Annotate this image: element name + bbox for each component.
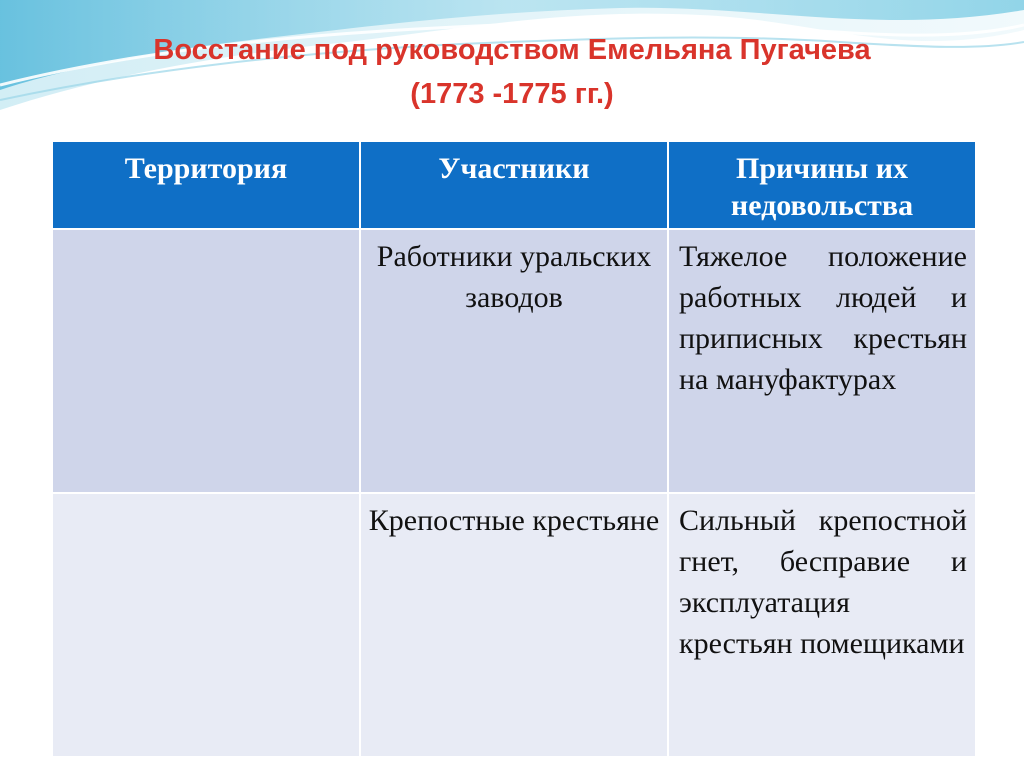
cell-participants: Крепостные крестьяне: [360, 493, 668, 757]
table-row: [52, 229, 976, 493]
slide-title-line1: Восстание под руководством Емельяна Пугачева: [153, 34, 871, 66]
cell-reasons: Сильный крепостной гнет, бесправие и эксплуатация крестьян помещиками: [668, 493, 976, 757]
header-reasons: Причины их недовольства: [668, 141, 976, 229]
cell-participants: Работники уральских заводов: [360, 229, 668, 493]
slide-title-line2: (1773 -1775 гг.): [410, 78, 614, 110]
header-territory: Территория: [52, 141, 360, 229]
uprising-table: [51, 140, 977, 758]
slide-title: [0, 28, 1024, 116]
cell-territory: [52, 493, 360, 757]
table-row: [52, 493, 976, 757]
cell-territory: [52, 229, 360, 493]
cell-reasons: Тяжелое положение работных людей и приписных крестьян на мануфактурах: [668, 229, 976, 493]
header-participants: Участники: [360, 141, 668, 229]
table-header-row: [52, 141, 976, 229]
